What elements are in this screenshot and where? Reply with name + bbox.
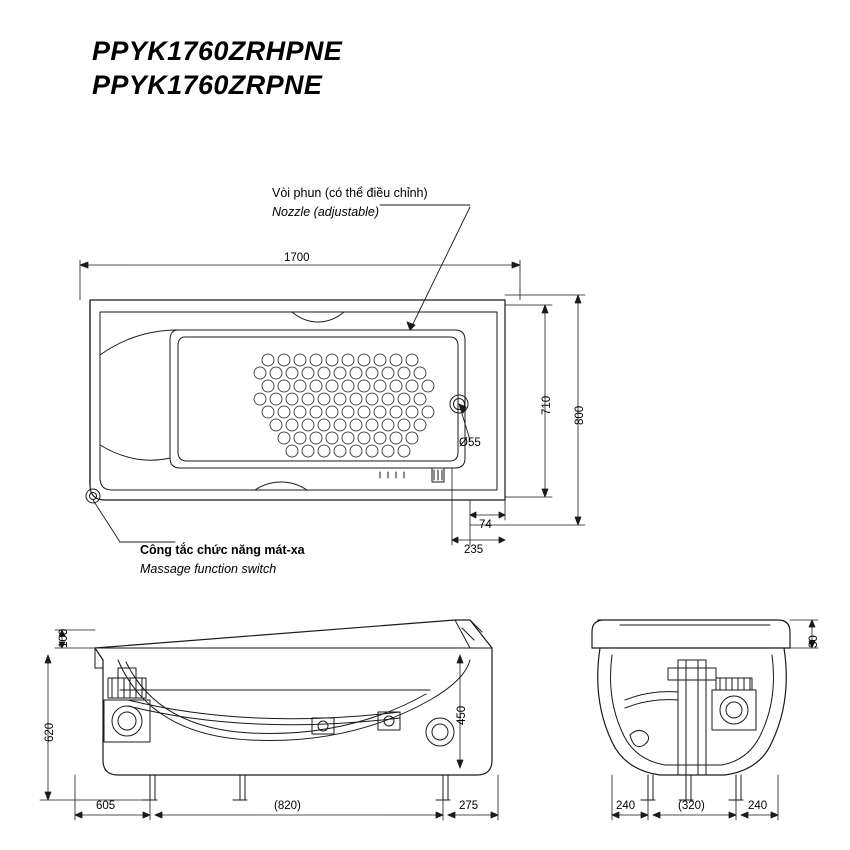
plan-offset-large-dim: 235	[464, 544, 484, 556]
drain-diameter-label: Ø55	[459, 437, 481, 449]
plan-length-dim: 1700	[284, 252, 310, 264]
side-foot-right-dim: 275	[459, 800, 479, 812]
model-code-line-1: PPYK1760ZRHPNE	[92, 36, 343, 66]
anti-slip-pattern	[254, 354, 434, 457]
end-foot-left-dim: 240	[616, 800, 636, 812]
model-code-line-2: PPYK1760ZRPNE	[92, 70, 323, 100]
end-top-height-dim: 30	[808, 635, 820, 648]
massage-switch-label-en: Massage function switch	[140, 562, 277, 576]
plan-view-geometry	[86, 300, 505, 503]
end-elevation-geometry	[592, 620, 790, 800]
side-foot-center-dim: (820)	[274, 800, 301, 812]
plan-dimensions	[80, 260, 585, 545]
side-foot-left-dim: 605	[96, 800, 116, 812]
end-foot-right-dim: 240	[748, 800, 768, 812]
side-elevation-geometry	[95, 620, 492, 800]
massage-switch-label-vi: Công tắc chức năng mát-xa	[140, 543, 305, 557]
end-foot-center-dim: (320)	[678, 800, 705, 812]
side-depth-dim: 450	[456, 705, 468, 725]
side-elevation-dimensions	[40, 630, 498, 820]
side-top-height-dim: 100	[58, 628, 70, 648]
plan-offset-small-dim: 74	[479, 519, 492, 531]
end-elevation-dimensions	[612, 620, 818, 820]
plan-leader-lines	[93, 205, 470, 542]
side-total-height-dim: 620	[44, 722, 56, 742]
plan-inner-width-dim: 710	[541, 395, 553, 415]
plan-outer-width-dim: 800	[574, 405, 586, 425]
nozzle-label-en: Nozzle (adjustable)	[272, 205, 379, 219]
nozzle-label-vi: Vòi phun (có thể điều chỉnh)	[272, 186, 428, 200]
